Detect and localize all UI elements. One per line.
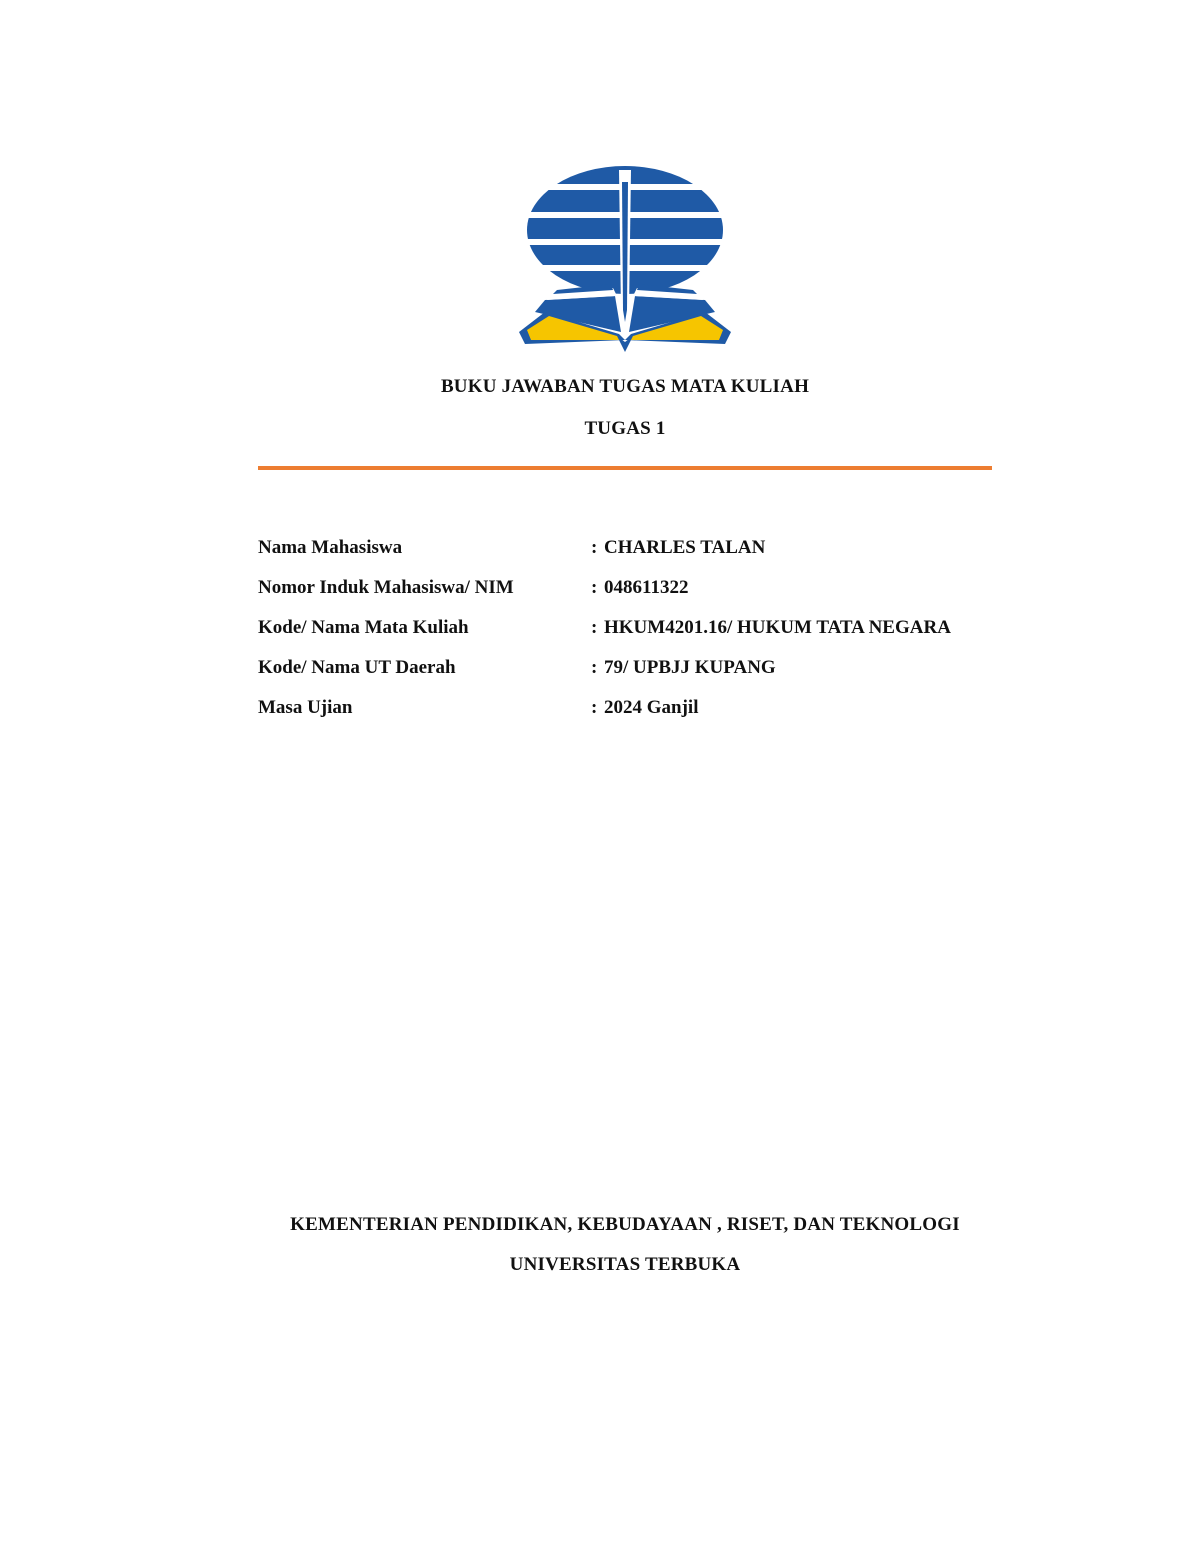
orange-divider (258, 466, 992, 470)
info-colon: : (591, 657, 598, 678)
universitas-terbuka-logo (505, 162, 745, 358)
info-label: Kode/ Nama UT Daerah (258, 657, 456, 678)
info-value: 2024 Ganjil (604, 697, 699, 718)
document-title: BUKU JAWABAN TUGAS MATA KULIAH (440, 376, 810, 397)
document-subtitle: TUGAS 1 (584, 418, 666, 439)
info-row-mata-kuliah (258, 616, 1018, 656)
info-label: Nomor Induk Mahasiswa/ NIM (258, 577, 514, 598)
info-label: Nama Mahasiswa (258, 537, 403, 558)
info-value: CHARLES TALAN (604, 537, 766, 558)
ministry-name: KEMENTERIAN PENDIDIKAN, KEBUDAYAAN , RISET, DAN TEKNOLOGI (290, 1214, 960, 1235)
info-colon: : (591, 697, 598, 718)
info-row-masa-ujian (258, 696, 1018, 736)
info-row-nama (258, 536, 1018, 576)
info-colon: : (591, 537, 598, 558)
info-colon: : (591, 577, 598, 598)
student-info-table (258, 536, 1018, 736)
info-colon: : (591, 617, 598, 638)
info-value: 79/ UPBJJ KUPANG (604, 657, 776, 678)
info-row-ut-daerah (258, 656, 1018, 696)
info-row-nim (258, 576, 1018, 616)
info-value: 048611322 (604, 577, 689, 598)
info-label: Kode/ Nama Mata Kuliah (258, 617, 469, 638)
info-value: HKUM4201.16/ HUKUM TATA NEGARA (604, 617, 951, 638)
university-name: UNIVERSITAS TERBUKA (509, 1254, 741, 1275)
info-label: Masa Ujian (258, 697, 353, 718)
